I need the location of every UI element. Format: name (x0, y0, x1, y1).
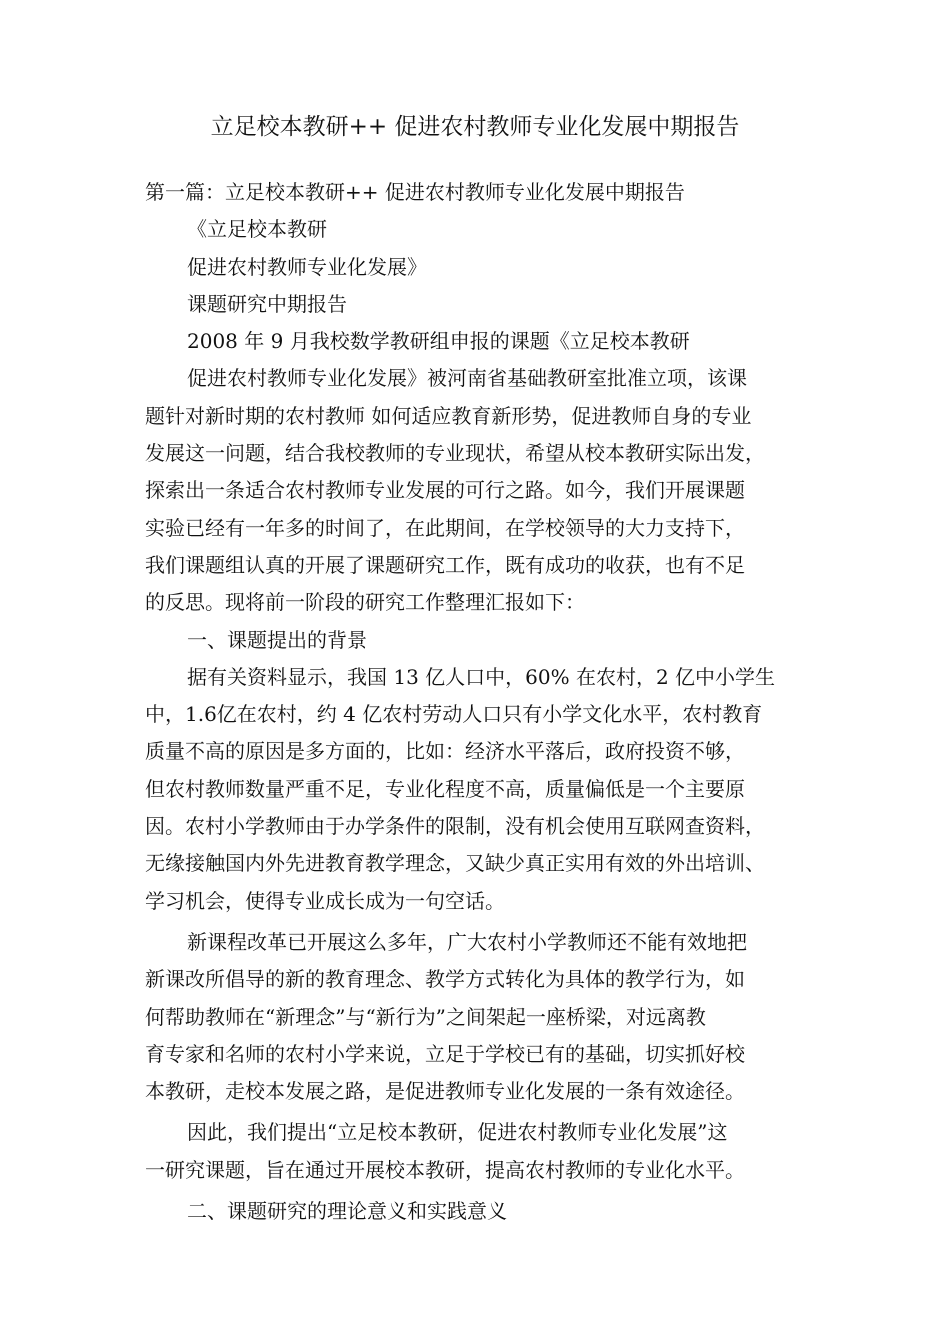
document-line: 的反思。现将前一阶段的研究工作整理汇报如下： (145, 590, 585, 615)
document-line: 题针对新时期的农村教师 如何适应教育新形势，促进教师自身的专业 (145, 403, 752, 428)
document-line: 据有关资料显示，我国 13 亿人口中，60% 在农村，2 亿中小学生 (187, 664, 776, 689)
section-heading: 一、课题提出的背景 (187, 627, 367, 652)
document-line: 因此，我们提出“立足校本教研，促进农村教师专业化发展”这 (187, 1120, 728, 1145)
document-line: 促进农村教师专业化发展》 (187, 254, 427, 279)
document-line: 实验已经有一年多的时间了，在此期间，在学校领导的大力支持下， (145, 515, 745, 540)
document-line: 何帮助教师在“新理念”与“新行为”之间架起一座桥梁，对远离教 (145, 1004, 706, 1029)
document-line-heading: 第一篇：立足校本教研++ 促进农村教师专业化发展中期报告 (145, 180, 685, 204)
section-heading: 二、课题研究的理论意义和实践意义 (187, 1199, 507, 1224)
document-line: 新课改所倡导的新的教育理念、教学方式转化为具体的教学行为，如 (145, 967, 745, 992)
document-line: 无缘接触国内外先进教育教学理念，又缺少真正实用有效的外出培训、 (145, 851, 765, 876)
document-line: 发展这一问题，结合我校教师的专业现状，希望从校本教研实际出发， (145, 441, 765, 466)
document-line: 中，1.6亿在农村，约 4 亿农村劳动人口只有小学文化水平，农村教育 (145, 702, 763, 727)
document-line: 本教研，走校本发展之路，是促进教师专业化发展的一条有效途径。 (145, 1079, 745, 1104)
document-line: 但农村教师数量严重不足，专业化程度不高，质量偏低是一个主要原 (145, 776, 745, 801)
document-line: 《立足校本教研 (187, 217, 327, 242)
document-line: 新课程改革已开展这么多年，广大农村小学教师还不能有效地把 (187, 929, 747, 954)
document-line: 学习机会，使得专业成长成为一句空话。 (145, 888, 505, 913)
document-body (145, 174, 815, 1230)
document-line: 因。农村小学教师由于办学条件的限制，没有机会使用互联网查资料， (145, 814, 765, 839)
document-line: 一研究课题，旨在通过开展校本教研，提高农村教师的专业化水平。 (145, 1157, 745, 1182)
document-line: 我们课题组认真的开展了课题研究工作，既有成功的收获，也有不足 (145, 552, 745, 577)
document-line: 课题研究中期报告 (187, 291, 347, 316)
document-line: 促进农村教师专业化发展》被河南省基础教研室批准立项，该课 (187, 366, 747, 391)
document-title: 立足校本教研++ 促进农村教师专业化发展中期报告 (210, 114, 740, 140)
document-line: 育专家和名师的农村小学来说，立足于学校已有的基础，切实抓好校 (145, 1041, 745, 1066)
document-line: 探索出一条适合农村教师专业发展的可行之路。如今，我们开展课题 (145, 478, 745, 503)
document-line: 2008 年 9 月我校数学教研组申报的课题《立足校本教研 (187, 329, 690, 354)
document-line: 质量不高的原因是多方面的，比如：经济水平落后，政府投资不够， (145, 739, 745, 764)
